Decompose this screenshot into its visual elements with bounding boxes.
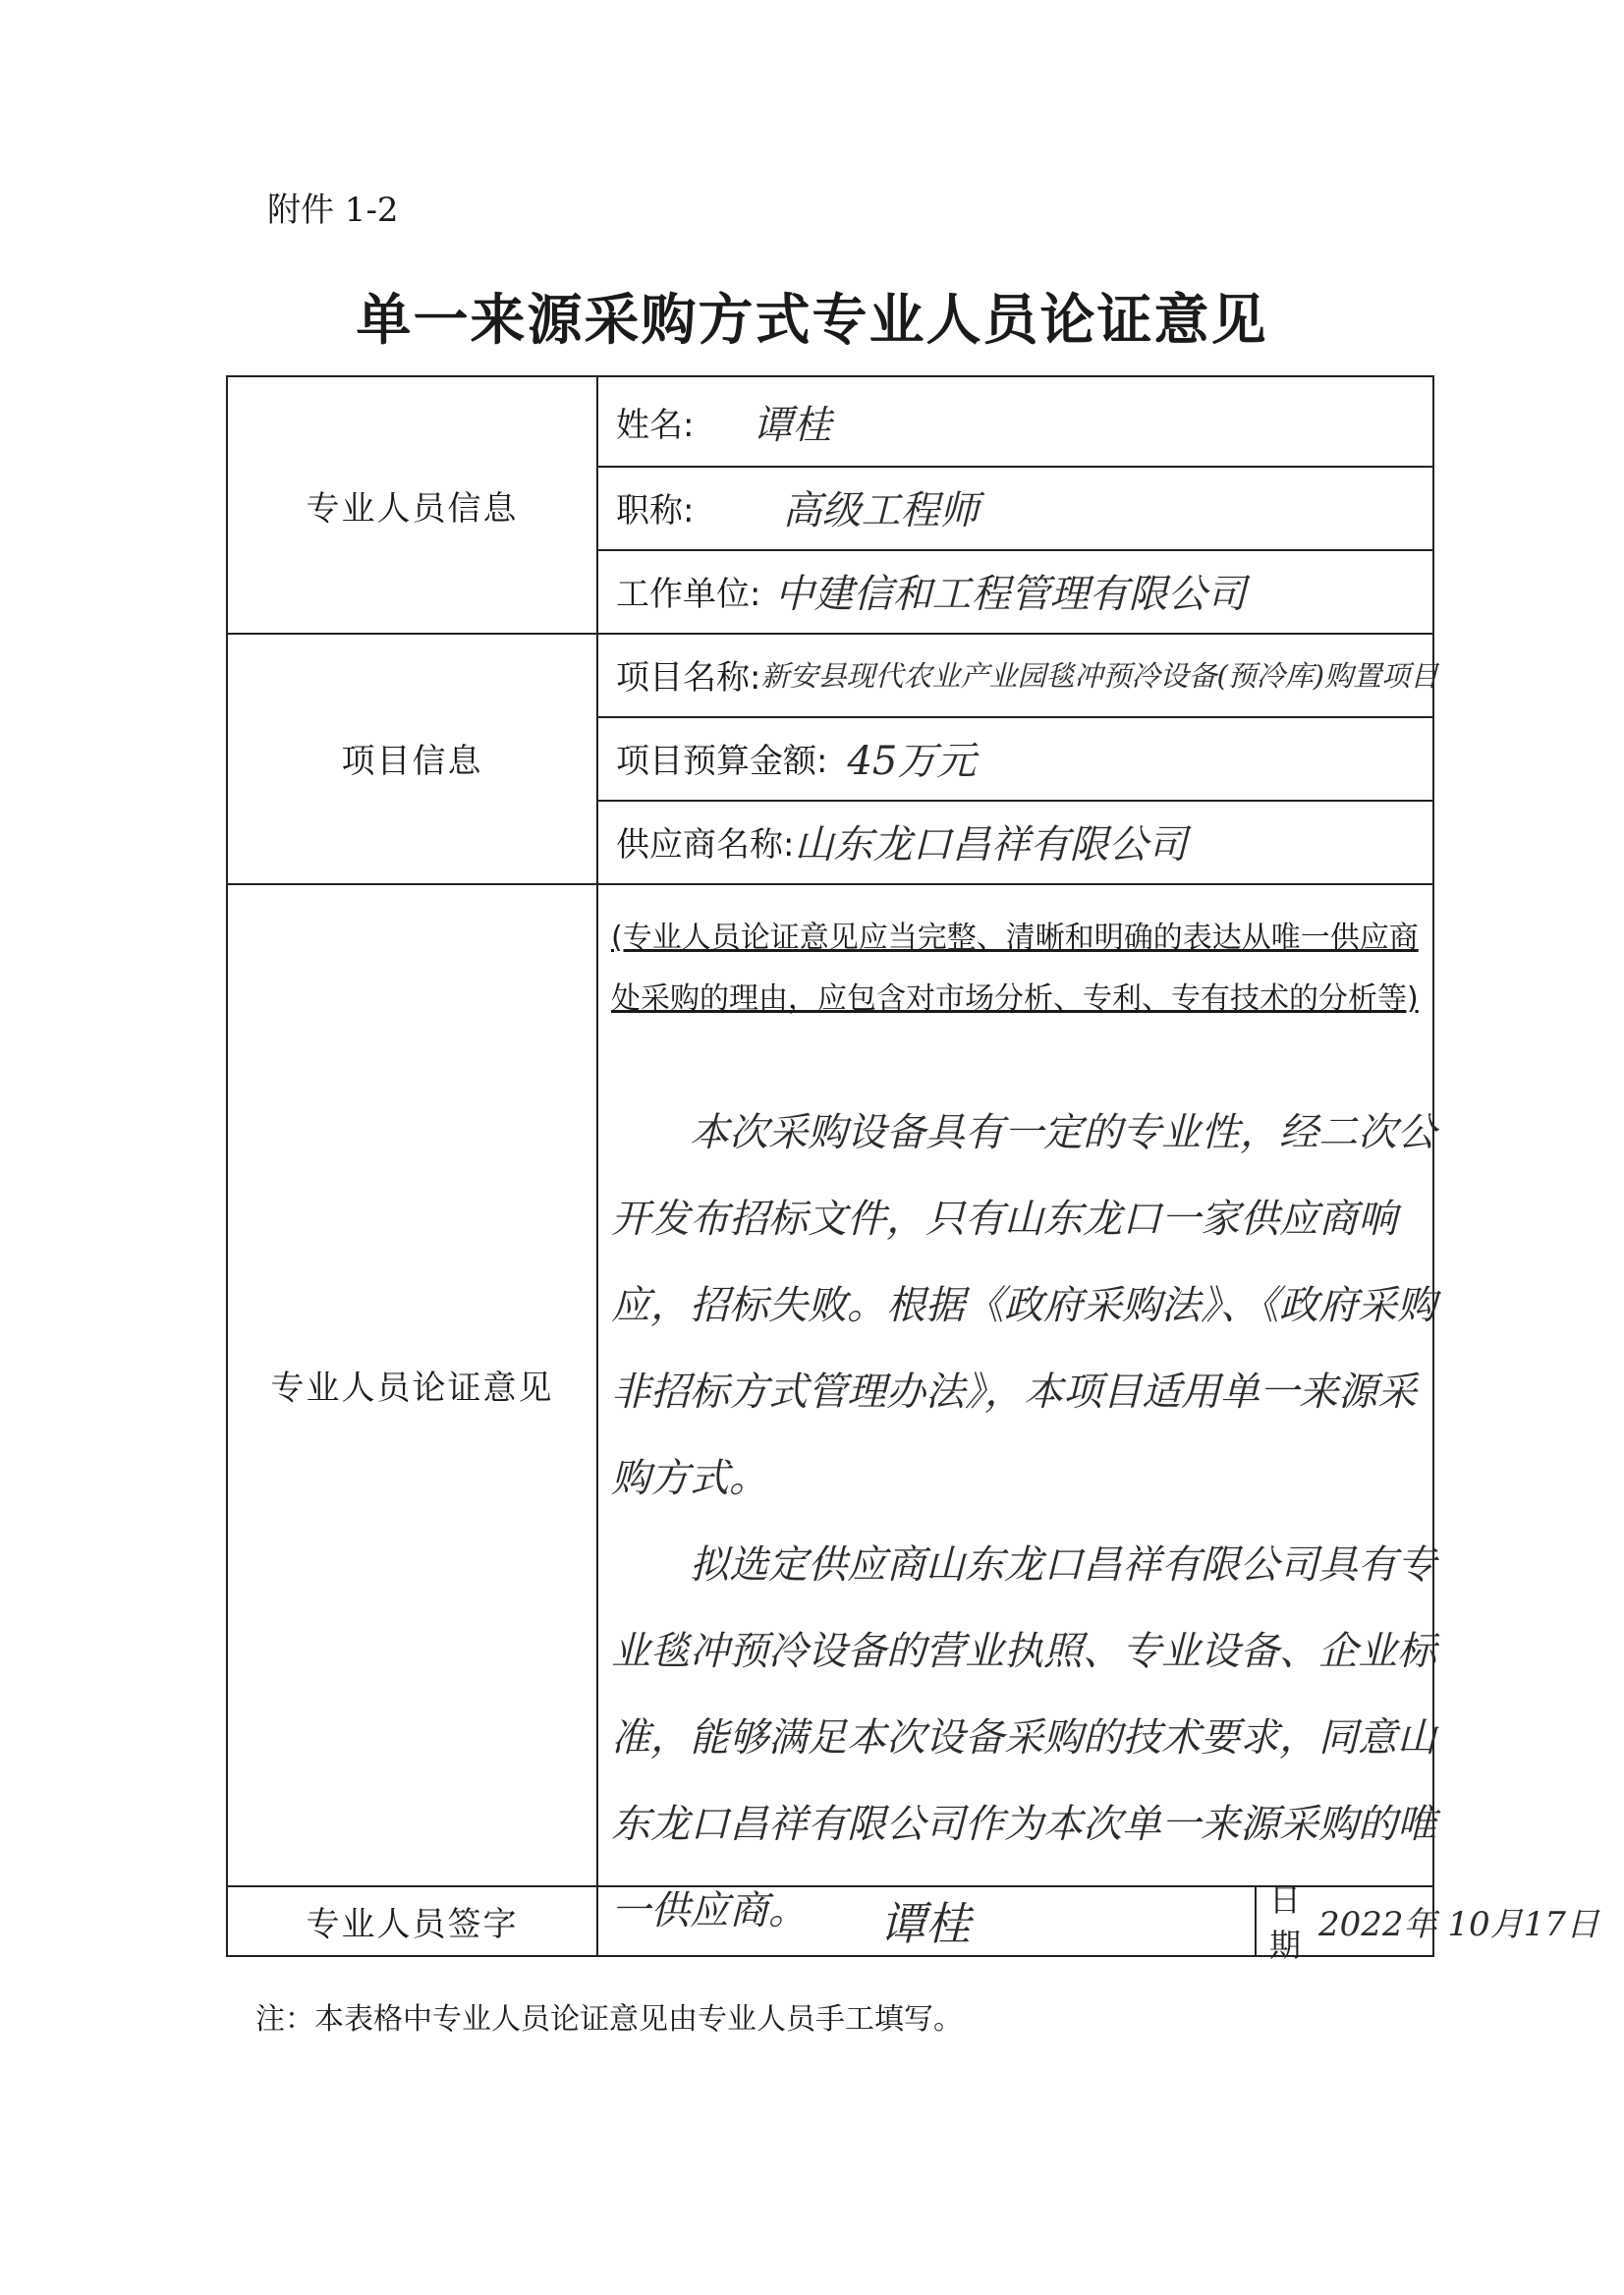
- date-value: 2022年 10月17日: [1318, 1904, 1599, 1944]
- job-title-label: 职称:: [616, 491, 695, 531]
- signer-value: 谭桂: [880, 1897, 971, 1950]
- budget-row: [616, 716, 976, 800]
- supplier-value: 山东龙口昌祥有限公司: [794, 822, 1188, 868]
- title-row: [616, 466, 979, 549]
- project-name-label: 项目名称:: [616, 658, 761, 698]
- project-name-row: [616, 633, 1438, 716]
- budget-value: 45万元: [847, 739, 977, 784]
- name-label: 姓名:: [616, 405, 695, 445]
- budget-label: 项目预算金额:: [616, 742, 828, 781]
- opinion-paragraph: 拟选定供应商山东龙口昌祥有限公司具有专业毯冲预冷设备的营业执照、专业设备、企业标准，能够满足本次设备采购的技术要求，同意山东龙口昌祥有限公司作为本次单一来源采购的唯一供应商。: [611, 1542, 1436, 1933]
- supplier-label: 供应商名称:: [616, 825, 795, 865]
- opinion-form: [226, 375, 1599, 1964]
- document-title: 单一来源采购方式专业人员论证意见: [356, 288, 1268, 353]
- employer-value: 中建信和工程管理有限公司: [774, 572, 1247, 617]
- date-cell: [1269, 1881, 1599, 1964]
- opinion-instruction: (专业人员论证意见应当完整、清晰和明确的表达从唯一供应商处采购的理由，应包含对市场分析、专利、专有技术的分析等): [611, 921, 1419, 1016]
- opinion-label: 专业人员论证意见: [270, 1368, 554, 1408]
- supplier-row: [616, 800, 1187, 883]
- date-label: 日期: [1269, 1881, 1302, 1964]
- opinion-body: [611, 1090, 1436, 1954]
- column-divider: [596, 377, 598, 1885]
- footnote: 注：本表格中专业人员论证意见由专业人员手工填写。: [255, 2002, 963, 2037]
- signature-cell: [596, 1885, 1255, 1956]
- attachment-label: 附件 1-2: [267, 191, 399, 230]
- name-value: 谭桂: [753, 402, 832, 448]
- employer-label: 工作单位:: [616, 575, 761, 614]
- signature-label: 专业人员签字: [306, 1905, 519, 1944]
- expert-info-label: 专业人员信息: [306, 488, 519, 529]
- job-title-value: 高级工程师: [782, 488, 980, 533]
- name-row: [616, 377, 831, 466]
- employer-row: [616, 549, 1246, 633]
- project-name-value: 新安县现代农业产业园毯冲预冷设备(预冷库)购置项目: [760, 659, 1439, 693]
- project-info-label: 项目信息: [341, 742, 483, 781]
- opinion-paragraph: 本次采购设备具有一定的专业性，经二次公开发布招标文件，只有山东龙口一家供应商响应，招标失败。根据《政府采购法》、《政府采购非招标方式管理办法》，本项目适用单一来源采购方式。: [611, 1110, 1436, 1501]
